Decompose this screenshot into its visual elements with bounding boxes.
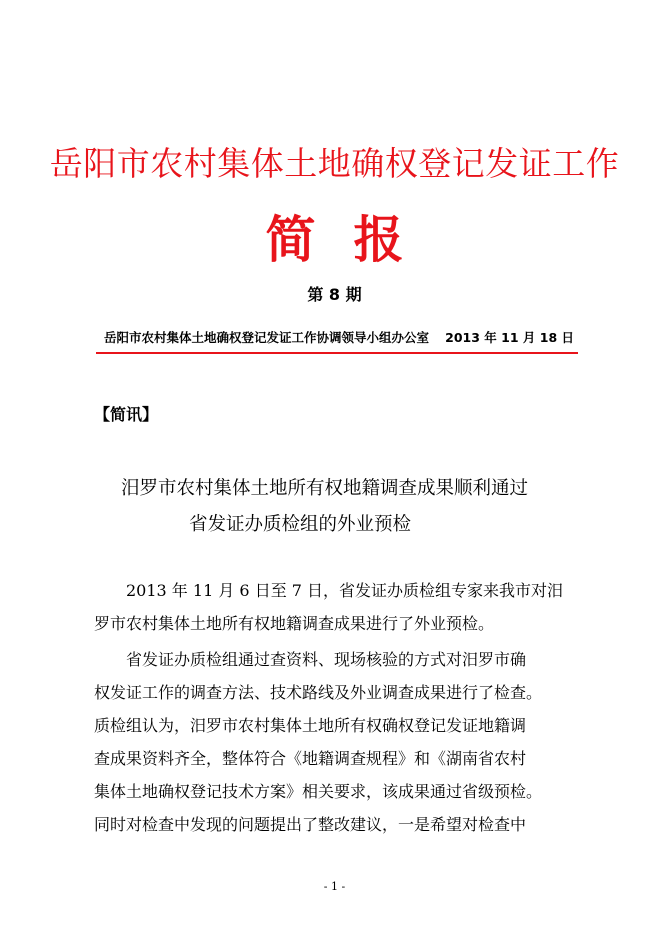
article-body — [94, 574, 578, 844]
text-line: 权发证工作的调查方法、技术路线及外业调查成果进行了检查。 — [94, 683, 543, 702]
issue-date: 2013 年 11 月 18 日 — [445, 330, 574, 345]
page-number: - 1 - — [323, 880, 346, 893]
article-headline-line-1: 汨罗市农村集体土地所有权地籍调查成果顺利通过 — [121, 478, 529, 499]
paragraph-1 — [94, 574, 578, 640]
text-line: 质检组认为，汨罗市农村集体土地所有权确权登记发证地籍调 — [94, 716, 527, 735]
red-divider — [96, 352, 578, 354]
paragraph-2 — [94, 643, 578, 841]
article-headline-line-2: 省发证办质检组的外业预检 — [189, 514, 412, 535]
issue-number: 第 8 期 — [307, 285, 362, 304]
section-tag: 【简讯】 — [94, 405, 159, 424]
text-line: 2013 年 11 月 6 日至 7 日，省发证办质检组专家来我市对汨 — [126, 581, 564, 600]
masthead-title: 岳阳市农村集体土地确权登记发证工作 — [49, 144, 620, 183]
text-line: 同时对检查中发现的问题提出了整改建议，一是希望对检查中 — [94, 815, 527, 834]
issuer-name: 岳阳市农村集体土地确权登记发证工作协调领导小组办公室 — [104, 330, 430, 345]
issuer-line — [104, 328, 574, 346]
bulletin-title: 简报 — [265, 211, 442, 269]
text-line: 查成果资料齐全，整体符合《地籍调查规程》和《湖南省农村 — [94, 749, 527, 768]
text-line: 罗市农村集体土地所有权地籍调查成果进行了外业预检。 — [94, 614, 495, 633]
text-line: 集体土地确权登记技术方案》相关要求，该成果通过省级预检。 — [94, 782, 543, 801]
text-line: 省发证办质检组通过查资料、现场核验的方式对汨罗市确 — [126, 650, 527, 669]
